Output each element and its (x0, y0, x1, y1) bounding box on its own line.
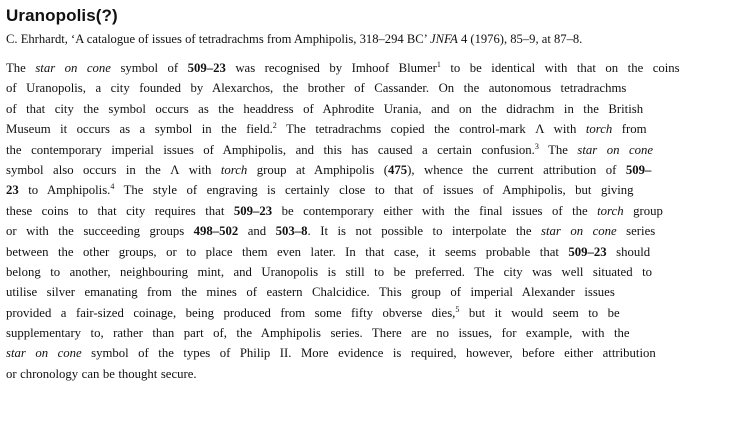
catalogue-number: 503–8 (275, 224, 308, 239)
text-run: group (623, 203, 663, 218)
text-run: supplementary to, rather than part of, the Amphipolis series. There are no issues, for example, with the (6, 326, 630, 341)
paragraph-line (6, 160, 724, 180)
catalogue-number: 509–23 (233, 203, 273, 218)
catalogue-number: 475 (387, 162, 408, 177)
paragraph-line (6, 262, 724, 282)
citation-text-before: C. Ehrhardt, ‘A catalogue of issues of tetradrachms from Amphipolis, 318–294 BC’ (6, 32, 431, 46)
citation-text-after: 4 (1976), 85–9, at 87–8. (457, 32, 583, 46)
text-run: The (6, 61, 36, 75)
italic-term: star on cone (577, 142, 654, 157)
citation (6, 30, 724, 48)
text-run: between the other groups, or to place them even later. In that case, it seems probable that (6, 244, 569, 259)
text-run: provided a fair-sized coinage, being produced from some fifty obverse dies, (6, 305, 456, 320)
text-run: . It is not possible to interpolate the (307, 224, 542, 239)
catalogue-number: 509–23 (187, 61, 226, 75)
paragraph-line (6, 140, 724, 160)
italic-term: torch (597, 203, 624, 218)
paragraph-line (6, 221, 724, 241)
text-run: be contemporary either with the final issues of the (272, 203, 598, 218)
paragraph-line (6, 119, 724, 139)
text-run: these coins to that city requires that (6, 203, 234, 218)
italic-term: star on cone (541, 224, 617, 239)
text-run: series (616, 224, 656, 239)
citation-journal: JNFA (430, 32, 458, 46)
text-run: symbol also occurs in the Λ with (6, 162, 221, 177)
italic-term: star on cone (35, 61, 111, 75)
text-run: to be identical with that on the coins (440, 61, 680, 75)
paragraph-line (6, 242, 724, 262)
text-run: The style of engraving is certainly close to that of issues of Amphipolis, but giving (114, 183, 634, 198)
catalogue-number: 509– (625, 162, 652, 177)
text-run: from (612, 122, 647, 137)
body-paragraph (6, 58, 724, 384)
italic-term: star on cone (6, 346, 82, 361)
text-run: should (606, 244, 651, 259)
paragraph-line (6, 323, 724, 343)
text-run: The tetradrachms copied the control-mark Λ with (276, 122, 586, 137)
footnote-ref: 3 (534, 141, 539, 151)
paragraph-line (6, 180, 724, 200)
text-run: symbol of (110, 61, 188, 75)
paragraph-line (6, 201, 724, 221)
paragraph-line (6, 364, 724, 384)
text-run: but it would seem to be (459, 305, 620, 320)
footnote-ref: 5 (455, 304, 460, 314)
footnote-ref: 4 (110, 182, 115, 192)
text-run: The (538, 142, 578, 157)
text-run: to Amphipolis. (18, 183, 111, 198)
text-run: the contemporary imperial issues of Amphipolis, and this has caused a certain confusion. (6, 142, 535, 157)
footnote-ref: 1 (436, 59, 441, 69)
paragraph-line (6, 343, 724, 363)
text-run: group at Amphipolis ( (247, 162, 388, 177)
section-title: Uranopolis(?) (6, 6, 118, 25)
paragraph-line (6, 58, 724, 78)
text-run: ), whence the current attribution of (407, 162, 626, 177)
text-run: utilise silver emanating from the mines of eastern Chalcidice. This group of imperial Alexander issues (6, 285, 615, 300)
text-run: symbol of the types of Philip II. More evidence is required, however, before either attribution (81, 346, 656, 361)
text-run: or chronology can be thought secure. (6, 366, 197, 381)
paragraph-line (6, 303, 724, 323)
paragraph-line (6, 282, 724, 302)
text-run: and (238, 224, 276, 239)
footnote-ref: 2 (272, 120, 277, 130)
text-run: belong to another, neighbouring mint, and Uranopolis is still to be preferred. The city was well situated to (6, 264, 652, 279)
text-run: of Uranopolis, a city founded by Alexarchos, the brother of Cassander. On the autonomous tetradrachms (6, 81, 627, 96)
paragraph-line (6, 99, 724, 119)
catalogue-number: 509–23 (568, 244, 607, 259)
catalogue-number: 23 (6, 183, 19, 198)
italic-term: torch (220, 162, 248, 177)
text-run: Museum it occurs as a symbol in the field. (6, 122, 273, 137)
paragraph-line (6, 78, 724, 98)
text-run: or with the succeeding groups (6, 224, 194, 239)
catalogue-number: 498–502 (193, 224, 239, 239)
italic-term: torch (585, 122, 613, 137)
text-run: was recognised by Imhoof Blumer (225, 61, 437, 75)
text-run: of that city the symbol occurs as the headdress of Aphrodite Urania, and on the didrachm in the British (6, 101, 644, 116)
